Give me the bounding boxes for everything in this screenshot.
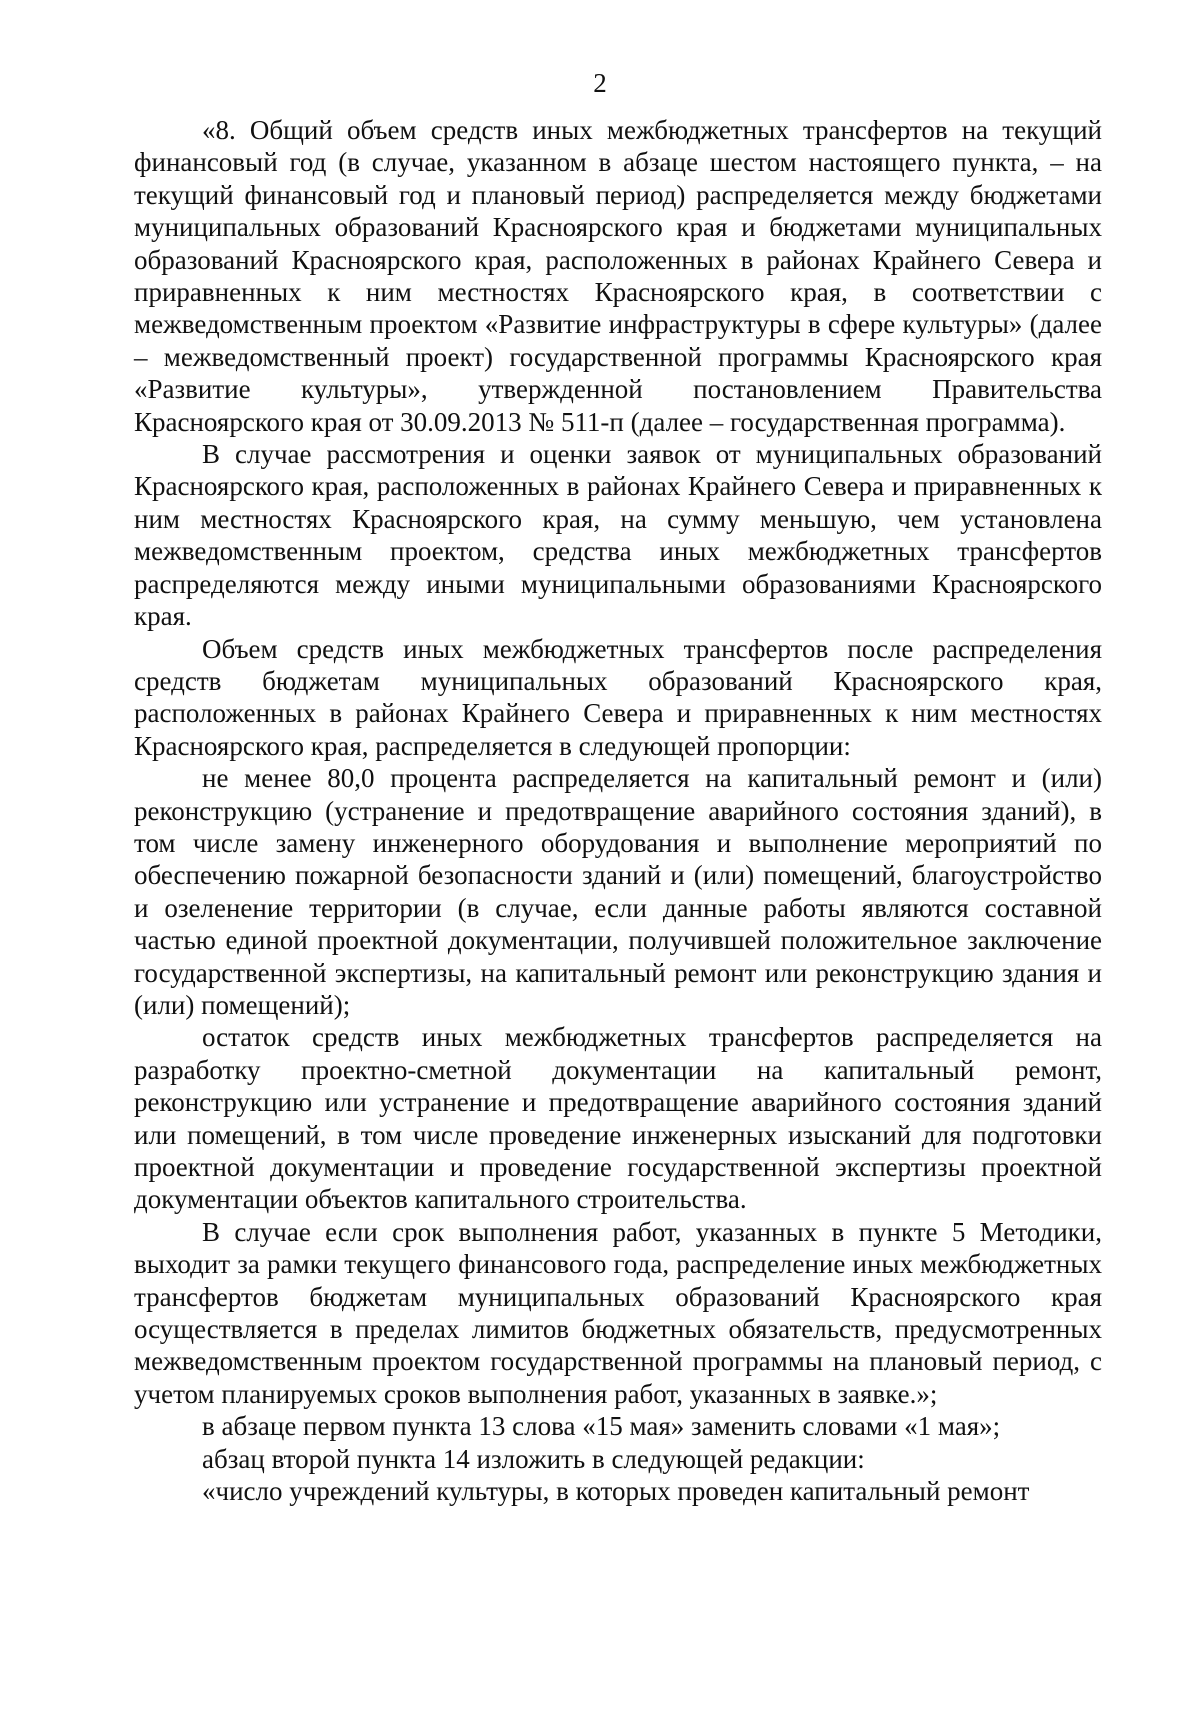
paragraph-work-period: В случае если срок выполнения работ, указанных в пункте 5 Методики, выходит за рамки текущего финансового года, распределение иных межбюджетных трансфертов бюджетам муниципальных образований Красноярского края осуществляется в пределах лимитов бюджетных обязательств, предусмотренных межведомственным проектом государственной программы на плановый период, с учетом планируемых сроков выполнения работ, указанных в заявке.»; — [134, 1216, 1102, 1409]
paragraph-institutions-count: «число учреждений культуры, в которых проведен капитальный ремонт — [202, 1476, 1030, 1507]
paragraph-point-13-amendment: в абзаце первом пункта 13 слова «15 мая» заменить словами «1 мая»; — [202, 1411, 1001, 1442]
paragraph-capital-repair: не менее 80,0 процента распределяется на капитальный ремонт и (или) реконструкцию (устранение и предотвращение аварийного состояния зданий), в том числе замену инженерного оборудования и выполнение мероприятий по обеспечению пожарной безопасности зданий и (или) помещений, благоустройство и озеленение территории (в случае, если данные работы являются составной частью единой проектной документации, получившей положительное заключение государственной экспертизы, на капитальный ремонт или реконструкцию здания и (или) помещений); — [134, 763, 1102, 1020]
paragraph-point-14-amendment: абзац второй пункта 14 изложить в следующей редакции: — [202, 1443, 865, 1474]
paragraph-northern-regions: В случае рассмотрения и оценки заявок от муниципальных образований Красноярского края, расположенных в районах Крайнего Севера и приравненных к ним местностях Красноярского края, на сумму меньшую, чем установлена межведомственным проектом, средства иных межбюджетных трансфертов распределяются между иными муниципальными образованиями Красноярского края. — [134, 439, 1102, 632]
paragraph-proportion: Объем средств иных межбюджетных трансфертов после распределения средств бюджетам муниципальных образований Красноярского края, расположенных в районах Крайнего Севера и приравненных к ним местностях Красноярского края, распределяется в следующей пропорции: — [134, 633, 1102, 761]
page-number: 2 — [593, 68, 607, 98]
paragraph-remaining-funds: остаток средств иных межбюджетных трансфертов распределяется на разработку проектно-сметной документации на капитальный ремонт, реконструкцию или устранение и предотвращение аварийного состояния зданий или помещений, в том числе проведение инженерных изысканий для подготовки проектной документации и проведение государственной экспертизы проектной документации объектов капитального строительства. — [134, 1022, 1102, 1215]
document-body — [134, 114, 1102, 1507]
paragraph-point-8: «8. Общий объем средств иных межбюджетных трансфертов на текущий финансовый год (в случае, указанном в абзаце шестом настоящего пункта, – на текущий финансовый год и плановый период) распределяется между бюджетами муниципальных образований Красноярского края и бюджетами муниципальных образований Красноярского края, расположенных в районах Крайнего Севера и приравненных к ним местностях Красноярского края, в соответствии с межведомственным проектом «Развитие инфраструктуры в сфере культуры» (далее – межведомственный проект) государственной программы Красноярского края «Развитие культуры», утвержденной постановлением Правительства Красноярского края от 30.09.2013 № 511-п (далее – государственная программа). — [134, 115, 1102, 437]
